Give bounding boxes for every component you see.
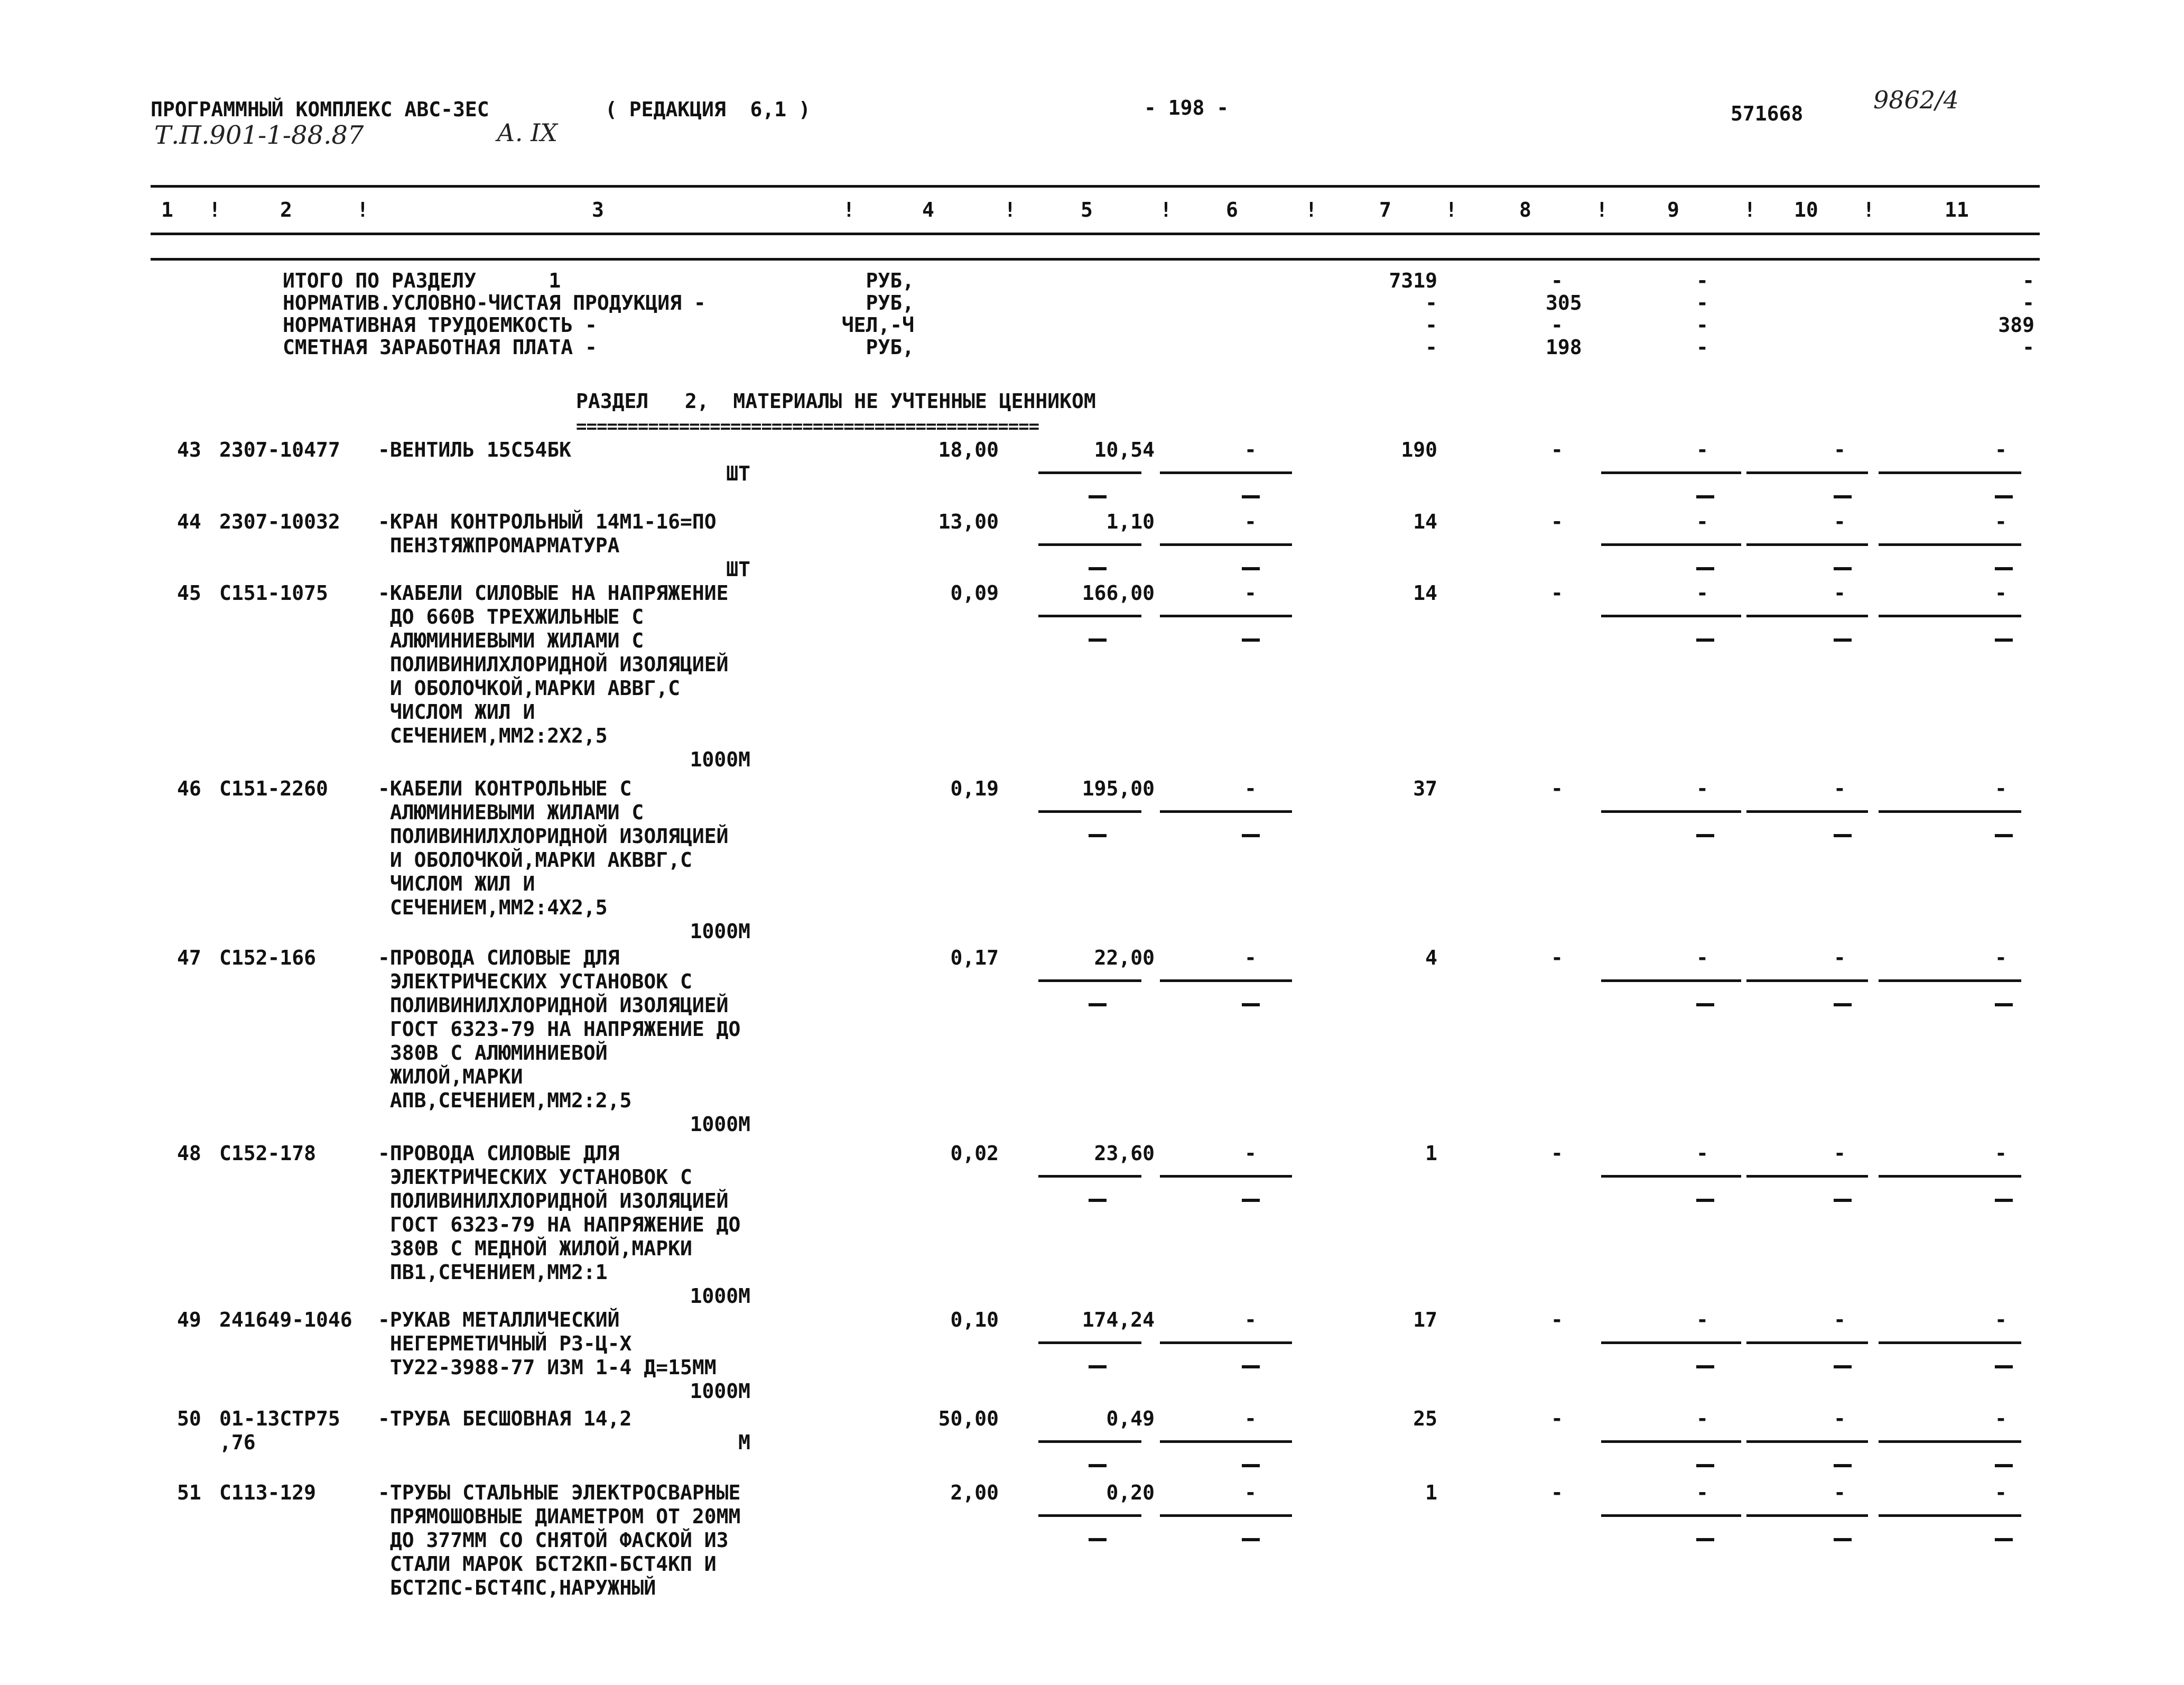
- item-quantity: 0,19: [950, 777, 999, 800]
- item-unit-price: 0,20: [1106, 1481, 1155, 1504]
- fraction-line: [1601, 979, 1741, 982]
- item-number: 43: [177, 438, 201, 461]
- item-description-line: ПОЛИВИНИЛХЛОРИДНОЙ ИЗОЛЯЦИЕЙ: [378, 653, 729, 676]
- item-unit: ШТ: [726, 558, 750, 581]
- fraction-dash: [1834, 1003, 1852, 1006]
- item-unit: ШТ: [726, 462, 750, 485]
- item-total: 14: [1413, 510, 1437, 533]
- fraction-dash: [1995, 638, 2013, 642]
- item-col9: -: [1696, 1407, 1708, 1430]
- summary-col7: -: [1425, 313, 1437, 337]
- summary-col8: 305: [1546, 291, 1582, 314]
- item-col6: -: [1244, 510, 1257, 533]
- fraction-line: [1160, 810, 1292, 813]
- fraction-dash: [1696, 1464, 1714, 1467]
- item-code: С152-178: [219, 1142, 317, 1165]
- summary-col7: -: [1425, 291, 1437, 314]
- item-description-line: СТАЛИ МАРОК БСТ2КП-БСТ4КП И: [378, 1552, 717, 1576]
- item-description-line: -ВЕНТИЛЬ 15С54БК: [378, 438, 572, 461]
- item-col8: -: [1551, 1308, 1563, 1331]
- item-description-line: ПОЛИВИНИЛХЛОРИДНОЙ ИЗОЛЯЦИЕЙ: [378, 825, 729, 848]
- item-col11: -: [1995, 946, 2007, 969]
- item-quantity: 0,17: [950, 946, 999, 969]
- fraction-line: [1746, 979, 1868, 982]
- item-col6: -: [1244, 438, 1257, 461]
- item-description-line: ПОЛИВИНИЛХЛОРИДНОЙ ИЗОЛЯЦИЕЙ: [378, 1189, 729, 1212]
- fraction-dash: [1089, 1538, 1107, 1541]
- column-number-11: 11: [1945, 198, 1969, 221]
- item-description-line: БСТ2ПС-БСТ4ПС,НАРУЖНЫЙ: [378, 1576, 656, 1599]
- item-code: 241649-1046: [219, 1308, 352, 1331]
- fraction-dash: [1242, 1003, 1260, 1006]
- fraction-line: [1038, 543, 1141, 546]
- item-col6: -: [1244, 946, 1257, 969]
- fraction-dash: [1242, 1464, 1260, 1467]
- item-description-line: ПОЛИВИНИЛХЛОРИДНОЙ ИЗОЛЯЦИЕЙ: [378, 994, 729, 1017]
- column-separator: !: [1445, 198, 1457, 221]
- item-description-line: ЭЛЕКТРИЧЕСКИХ УСТАНОВОК С: [378, 970, 692, 993]
- summary-col7: -: [1425, 336, 1437, 359]
- item-unit-price: 10,54: [1094, 438, 1155, 461]
- fraction-dash: [1995, 1538, 2013, 1541]
- item-unit-price: 166,00: [1082, 581, 1155, 605]
- fraction-line: [1746, 1514, 1868, 1517]
- fraction-line: [1879, 979, 2021, 982]
- item-quantity: 18,00: [938, 438, 999, 461]
- item-col6: -: [1244, 777, 1257, 800]
- summary-col8: -: [1551, 313, 1563, 337]
- item-unit: 1000М: [690, 1284, 750, 1308]
- item-number: 47: [177, 946, 201, 969]
- item-description-line: ЖИЛОЙ,МАРКИ: [378, 1065, 523, 1088]
- item-col11: -: [1995, 438, 2007, 461]
- fraction-line: [1160, 471, 1292, 474]
- item-col10: -: [1834, 581, 1846, 605]
- fraction-line: [1038, 1341, 1141, 1344]
- column-number-5: 5: [1081, 198, 1093, 221]
- fraction-dash: [1834, 1464, 1852, 1467]
- item-unit-price: 23,60: [1094, 1142, 1155, 1165]
- item-col10: -: [1834, 438, 1846, 461]
- handwritten-reference: 9862/4: [1873, 86, 1959, 114]
- summary-unit: РУБ,: [866, 336, 914, 359]
- item-col8: -: [1551, 510, 1563, 533]
- section-title-rule: =============================================: [576, 416, 1039, 437]
- fraction-dash: [1995, 1199, 2013, 1202]
- fraction-line: [1160, 1514, 1292, 1517]
- fraction-dash: [1696, 638, 1714, 642]
- fraction-dash: [1242, 1199, 1260, 1202]
- fraction-dash: [1242, 1365, 1260, 1368]
- fraction-line: [1746, 543, 1868, 546]
- item-col10: -: [1834, 1407, 1846, 1430]
- item-code: 2307-10477: [219, 438, 340, 461]
- fraction-line: [1160, 543, 1292, 546]
- item-total: 17: [1413, 1308, 1437, 1331]
- item-number: 44: [177, 510, 201, 533]
- fraction-line: [1879, 471, 2021, 474]
- item-col11: -: [1995, 1142, 2007, 1165]
- item-description-line: ЭЛЕКТРИЧЕСКИХ УСТАНОВОК С: [378, 1165, 692, 1189]
- column-number-9: 9: [1667, 198, 1679, 221]
- summary-label: ИТОГО ПО РАЗДЕЛУ 1: [283, 269, 561, 292]
- fraction-dash: [1995, 495, 2013, 498]
- item-description-line: СЕЧЕНИЕМ,ММ2:4Х2,5: [378, 896, 608, 919]
- item-description-line: ГОСТ 6323-79 НА НАПРЯЖЕНИЕ ДО: [378, 1017, 741, 1041]
- summary-unit: ЧЕЛ,-Ч: [841, 313, 914, 337]
- item-number: 45: [177, 581, 201, 605]
- column-number-1: 1: [161, 198, 173, 221]
- fraction-dash: [1995, 567, 2013, 570]
- fraction-line: [1746, 1175, 1868, 1178]
- item-col11: -: [1995, 777, 2007, 800]
- item-col11: -: [1995, 1308, 2007, 1331]
- item-unit: М: [738, 1431, 750, 1454]
- fraction-dash: [1696, 495, 1714, 498]
- fraction-line: [1038, 1514, 1141, 1517]
- item-description-line: -РУКАВ МЕТАЛЛИЧЕСКИЙ: [378, 1308, 620, 1331]
- item-total: 25: [1413, 1407, 1437, 1430]
- item-col6: -: [1244, 581, 1257, 605]
- summary-label: СМЕТНАЯ ЗАРАБОТНАЯ ПЛАТА -: [283, 336, 597, 359]
- column-separator: !: [357, 198, 369, 221]
- fraction-line: [1160, 979, 1292, 982]
- fraction-line: [1160, 615, 1292, 617]
- item-col8: -: [1551, 1142, 1563, 1165]
- item-unit: 1000М: [690, 1380, 750, 1403]
- item-col10: -: [1834, 777, 1846, 800]
- section-title: РАЗДЕЛ 2, МАТЕРИАЛЫ НЕ УЧТЕННЫЕ ЦЕННИКОМ: [576, 390, 1096, 413]
- fraction-dash: [1242, 834, 1260, 837]
- fraction-dash: [1089, 1464, 1107, 1467]
- item-code: С151-1075: [219, 581, 328, 605]
- item-total: 4: [1425, 946, 1437, 969]
- header-rule-bottom: [151, 258, 2040, 261]
- fraction-dash: [1834, 495, 1852, 498]
- summary-col11: -: [2022, 269, 2034, 292]
- header-rule-middle: [151, 233, 2040, 235]
- column-separator: !: [1596, 198, 1608, 221]
- item-code: С151-2260: [219, 777, 328, 800]
- item-description-line: ЧИСЛОМ ЖИЛ И: [378, 700, 535, 724]
- item-description-line: АЛЮМИНИЕВЫМИ ЖИЛАМИ С: [378, 629, 644, 652]
- fraction-dash: [1995, 834, 2013, 837]
- item-col6: -: [1244, 1407, 1257, 1430]
- item-quantity: 0,02: [950, 1142, 999, 1165]
- fraction-dash: [1696, 834, 1714, 837]
- fraction-line: [1879, 810, 2021, 813]
- item-quantity: 2,00: [950, 1481, 999, 1504]
- fraction-line: [1879, 1175, 2021, 1178]
- summary-col7: 7319: [1389, 269, 1437, 292]
- item-description-line: -ТРУБА БЕСШОВНАЯ 14,2: [378, 1407, 632, 1430]
- handwritten-project-number: Т.П.901-1-88.87: [154, 121, 364, 150]
- item-col10: -: [1834, 1481, 1846, 1504]
- fraction-line: [1038, 810, 1141, 813]
- item-code-continued: ,76: [219, 1431, 256, 1454]
- item-description-line: И ОБОЛОЧКОЙ,МАРКИ АКВВГ,С: [378, 848, 692, 872]
- item-total: 1: [1425, 1142, 1437, 1165]
- item-col10: -: [1834, 510, 1846, 533]
- fraction-line: [1746, 810, 1868, 813]
- item-number: 46: [177, 777, 201, 800]
- item-quantity: 50,00: [938, 1407, 999, 1430]
- item-col9: -: [1696, 777, 1708, 800]
- fraction-dash: [1089, 495, 1107, 498]
- fraction-line: [1601, 1440, 1741, 1443]
- item-description-line: ПРЯМОШОВНЫЕ ДИАМЕТРОМ ОТ 20ММ: [378, 1505, 741, 1528]
- item-number: 48: [177, 1142, 201, 1165]
- item-description-line: 380В С АЛЮМИНИЕВОЙ: [378, 1041, 608, 1064]
- summary-label: НОРМАТИВ.УСЛОВНО-ЧИСТАЯ ПРОДУКЦИЯ -: [283, 291, 706, 314]
- fraction-dash: [1834, 1199, 1852, 1202]
- column-number-8: 8: [1519, 198, 1531, 221]
- fraction-dash: [1089, 638, 1107, 642]
- item-unit-price: 0,49: [1106, 1407, 1155, 1430]
- item-unit: 1000М: [690, 1113, 750, 1136]
- fraction-dash: [1834, 567, 1852, 570]
- fraction-line: [1160, 1175, 1292, 1178]
- fraction-line: [1601, 615, 1741, 617]
- document-code: 571668: [1731, 102, 1804, 125]
- summary-col9: -: [1696, 269, 1708, 292]
- fraction-line: [1746, 1341, 1868, 1344]
- item-unit-price: 174,24: [1082, 1308, 1155, 1331]
- item-col8: -: [1551, 438, 1563, 461]
- fraction-line: [1746, 471, 1868, 474]
- fraction-dash: [1834, 638, 1852, 642]
- fraction-line: [1038, 1175, 1141, 1178]
- summary-col9: -: [1696, 291, 1708, 314]
- item-description-line: АПВ,СЕЧЕНИЕМ,ММ2:2,5: [378, 1089, 632, 1112]
- item-description-line: -ПРОВОДА СИЛОВЫЕ ДЛЯ: [378, 1142, 620, 1165]
- fraction-dash: [1696, 1003, 1714, 1006]
- item-description-line: НЕГЕРМЕТИЧНЫЙ РЗ-Ц-Х: [378, 1332, 632, 1355]
- item-col8: -: [1551, 1407, 1563, 1430]
- item-col6: -: [1244, 1308, 1257, 1331]
- item-unit-price: 195,00: [1082, 777, 1155, 800]
- column-number-7: 7: [1379, 198, 1391, 221]
- fraction-dash: [1089, 1003, 1107, 1006]
- item-description-line: И ОБОЛОЧКОЙ,МАРКИ АВВГ,С: [378, 677, 680, 700]
- page-number: - 198 -: [1144, 96, 1229, 119]
- fraction-dash: [1242, 567, 1260, 570]
- column-separator: !: [1160, 198, 1172, 221]
- item-description-line: ТУ22-3988-77 ИЗМ 1-4 Д=15ММ: [378, 1356, 717, 1379]
- item-description-line: АЛЮМИНИЕВЫМИ ЖИЛАМИ С: [378, 801, 644, 824]
- fraction-dash: [1995, 1003, 2013, 1006]
- column-number-4: 4: [922, 198, 934, 221]
- fraction-dash: [1995, 1365, 2013, 1368]
- column-separator: !: [1004, 198, 1016, 221]
- fraction-line: [1879, 1514, 2021, 1517]
- header-rule-top: [151, 185, 2040, 188]
- item-col11: -: [1995, 1407, 2007, 1430]
- fraction-dash: [1242, 638, 1260, 642]
- summary-col9: -: [1696, 336, 1708, 359]
- item-description-line: -ТРУБЫ СТАЛЬНЫЕ ЭЛЕКТРОСВАРНЫЕ: [378, 1481, 741, 1504]
- column-separator: !: [1744, 198, 1756, 221]
- item-description-line: -КРАН КОНТРОЛЬНЫЙ 14М1-16=ПО: [378, 510, 717, 533]
- item-description-line: ДО 660В ТРЕХЖИЛЬНЫЕ С: [378, 605, 644, 628]
- fraction-dash: [1089, 1365, 1107, 1368]
- item-description-line: ДО 377ММ СО СНЯТОЙ ФАСКОЙ ИЗ: [378, 1529, 729, 1552]
- fraction-line: [1160, 1440, 1292, 1443]
- fraction-line: [1601, 1341, 1741, 1344]
- item-quantity: 13,00: [938, 510, 999, 533]
- fraction-line: [1038, 979, 1141, 982]
- item-col11: -: [1995, 581, 2007, 605]
- item-total: 37: [1413, 777, 1437, 800]
- item-col8: -: [1551, 946, 1563, 969]
- item-description-line: 380В С МЕДНОЙ ЖИЛОЙ,МАРКИ: [378, 1237, 692, 1260]
- fraction-line: [1879, 615, 2021, 617]
- item-description-line: ГОСТ 6323-79 НА НАПРЯЖЕНИЕ ДО: [378, 1213, 741, 1236]
- fraction-dash: [1834, 834, 1852, 837]
- item-col10: -: [1834, 1308, 1846, 1331]
- fraction-line: [1879, 543, 2021, 546]
- fraction-dash: [1696, 1538, 1714, 1541]
- item-code: С113-129: [219, 1481, 317, 1504]
- item-col9: -: [1696, 946, 1708, 969]
- item-quantity: 0,09: [950, 581, 999, 605]
- item-description-line: ЧИСЛОМ ЖИЛ И: [378, 872, 535, 895]
- item-col10: -: [1834, 946, 1846, 969]
- fraction-line: [1746, 615, 1868, 617]
- fraction-line: [1879, 1341, 2021, 1344]
- fraction-dash: [1696, 1199, 1714, 1202]
- fraction-line: [1601, 1175, 1741, 1178]
- fraction-line: [1746, 1440, 1868, 1443]
- item-description-line: СЕЧЕНИЕМ,ММ2:2Х2,5: [378, 724, 608, 747]
- item-col6: -: [1244, 1142, 1257, 1165]
- fraction-line: [1879, 1440, 2021, 1443]
- column-separator: !: [209, 198, 221, 221]
- summary-col8: -: [1551, 269, 1563, 292]
- fraction-line: [1160, 1341, 1292, 1344]
- item-number: 50: [177, 1407, 201, 1430]
- fraction-line: [1601, 1514, 1741, 1517]
- column-number-3: 3: [592, 198, 604, 221]
- summary-label: НОРМАТИВНАЯ ТРУДОЕМКОСТЬ -: [283, 313, 597, 337]
- item-col6: -: [1244, 1481, 1257, 1504]
- fraction-dash: [1089, 834, 1107, 837]
- item-description-line: -КАБЕЛИ КОНТРОЛЬНЫЕ С: [378, 777, 632, 800]
- item-code: 01-13СТР75: [219, 1407, 340, 1430]
- item-col9: -: [1696, 1308, 1708, 1331]
- item-description-line: -КАБЕЛИ СИЛОВЫЕ НА НАПРЯЖЕНИЕ: [378, 581, 729, 605]
- summary-unit: РУБ,: [866, 269, 914, 292]
- summary-col11: 389: [1998, 313, 2034, 337]
- item-col8: -: [1551, 777, 1563, 800]
- program-title: ПРОГРАММНЫЙ КОМПЛЕКС АВС-ЗЕС: [151, 98, 489, 121]
- column-separator: !: [1305, 198, 1317, 221]
- summary-col11: -: [2022, 291, 2034, 314]
- column-number-2: 2: [280, 198, 292, 221]
- column-number-6: 6: [1226, 198, 1238, 221]
- item-total: 1: [1425, 1481, 1437, 1504]
- summary-unit: РУБ,: [866, 291, 914, 314]
- handwritten-album-number: А. IX: [497, 118, 557, 147]
- fraction-line: [1038, 615, 1141, 617]
- item-col9: -: [1696, 438, 1708, 461]
- item-unit: 1000М: [690, 748, 750, 771]
- item-col8: -: [1551, 1481, 1563, 1504]
- item-number: 49: [177, 1308, 201, 1331]
- fraction-dash: [1242, 1538, 1260, 1541]
- fraction-dash: [1696, 567, 1714, 570]
- item-unit-price: 22,00: [1094, 946, 1155, 969]
- edition-label: ( РЕДАКЦИЯ 6,1 ): [605, 98, 811, 121]
- item-code: С152-166: [219, 946, 317, 969]
- fraction-dash: [1995, 1464, 2013, 1467]
- fraction-dash: [1242, 495, 1260, 498]
- column-separator: !: [1863, 198, 1875, 221]
- fraction-dash: [1696, 1365, 1714, 1368]
- item-col11: -: [1995, 510, 2007, 533]
- fraction-line: [1601, 471, 1741, 474]
- item-col9: -: [1696, 1481, 1708, 1504]
- summary-col8: 198: [1546, 336, 1582, 359]
- item-description-line: ПВ1,СЕЧЕНИЕМ,ММ2:1: [378, 1261, 608, 1284]
- item-unit: 1000М: [690, 920, 750, 943]
- fraction-dash: [1834, 1365, 1852, 1368]
- fraction-dash: [1089, 567, 1107, 570]
- fraction-dash: [1089, 1199, 1107, 1202]
- item-number: 51: [177, 1481, 201, 1504]
- item-description-line: -ПРОВОДА СИЛОВЫЕ ДЛЯ: [378, 946, 620, 969]
- item-col8: -: [1551, 581, 1563, 605]
- column-number-10: 10: [1794, 198, 1818, 221]
- item-unit-price: 1,10: [1106, 510, 1155, 533]
- item-total: 190: [1401, 438, 1437, 461]
- fraction-line: [1038, 1440, 1141, 1443]
- fraction-line: [1601, 810, 1741, 813]
- item-description-line: ПЕНЗТЯЖПРОМАРМАТУРА: [378, 534, 620, 557]
- item-total: 14: [1413, 581, 1437, 605]
- item-col9: -: [1696, 581, 1708, 605]
- fraction-line: [1038, 471, 1141, 474]
- summary-col11: -: [2022, 336, 2034, 359]
- item-code: 2307-10032: [219, 510, 340, 533]
- item-col11: -: [1995, 1481, 2007, 1504]
- fraction-line: [1601, 543, 1741, 546]
- fraction-dash: [1834, 1538, 1852, 1541]
- column-separator: !: [843, 198, 855, 221]
- item-col9: -: [1696, 510, 1708, 533]
- item-col10: -: [1834, 1142, 1846, 1165]
- item-col9: -: [1696, 1142, 1708, 1165]
- item-quantity: 0,10: [950, 1308, 999, 1331]
- summary-col9: -: [1696, 313, 1708, 337]
